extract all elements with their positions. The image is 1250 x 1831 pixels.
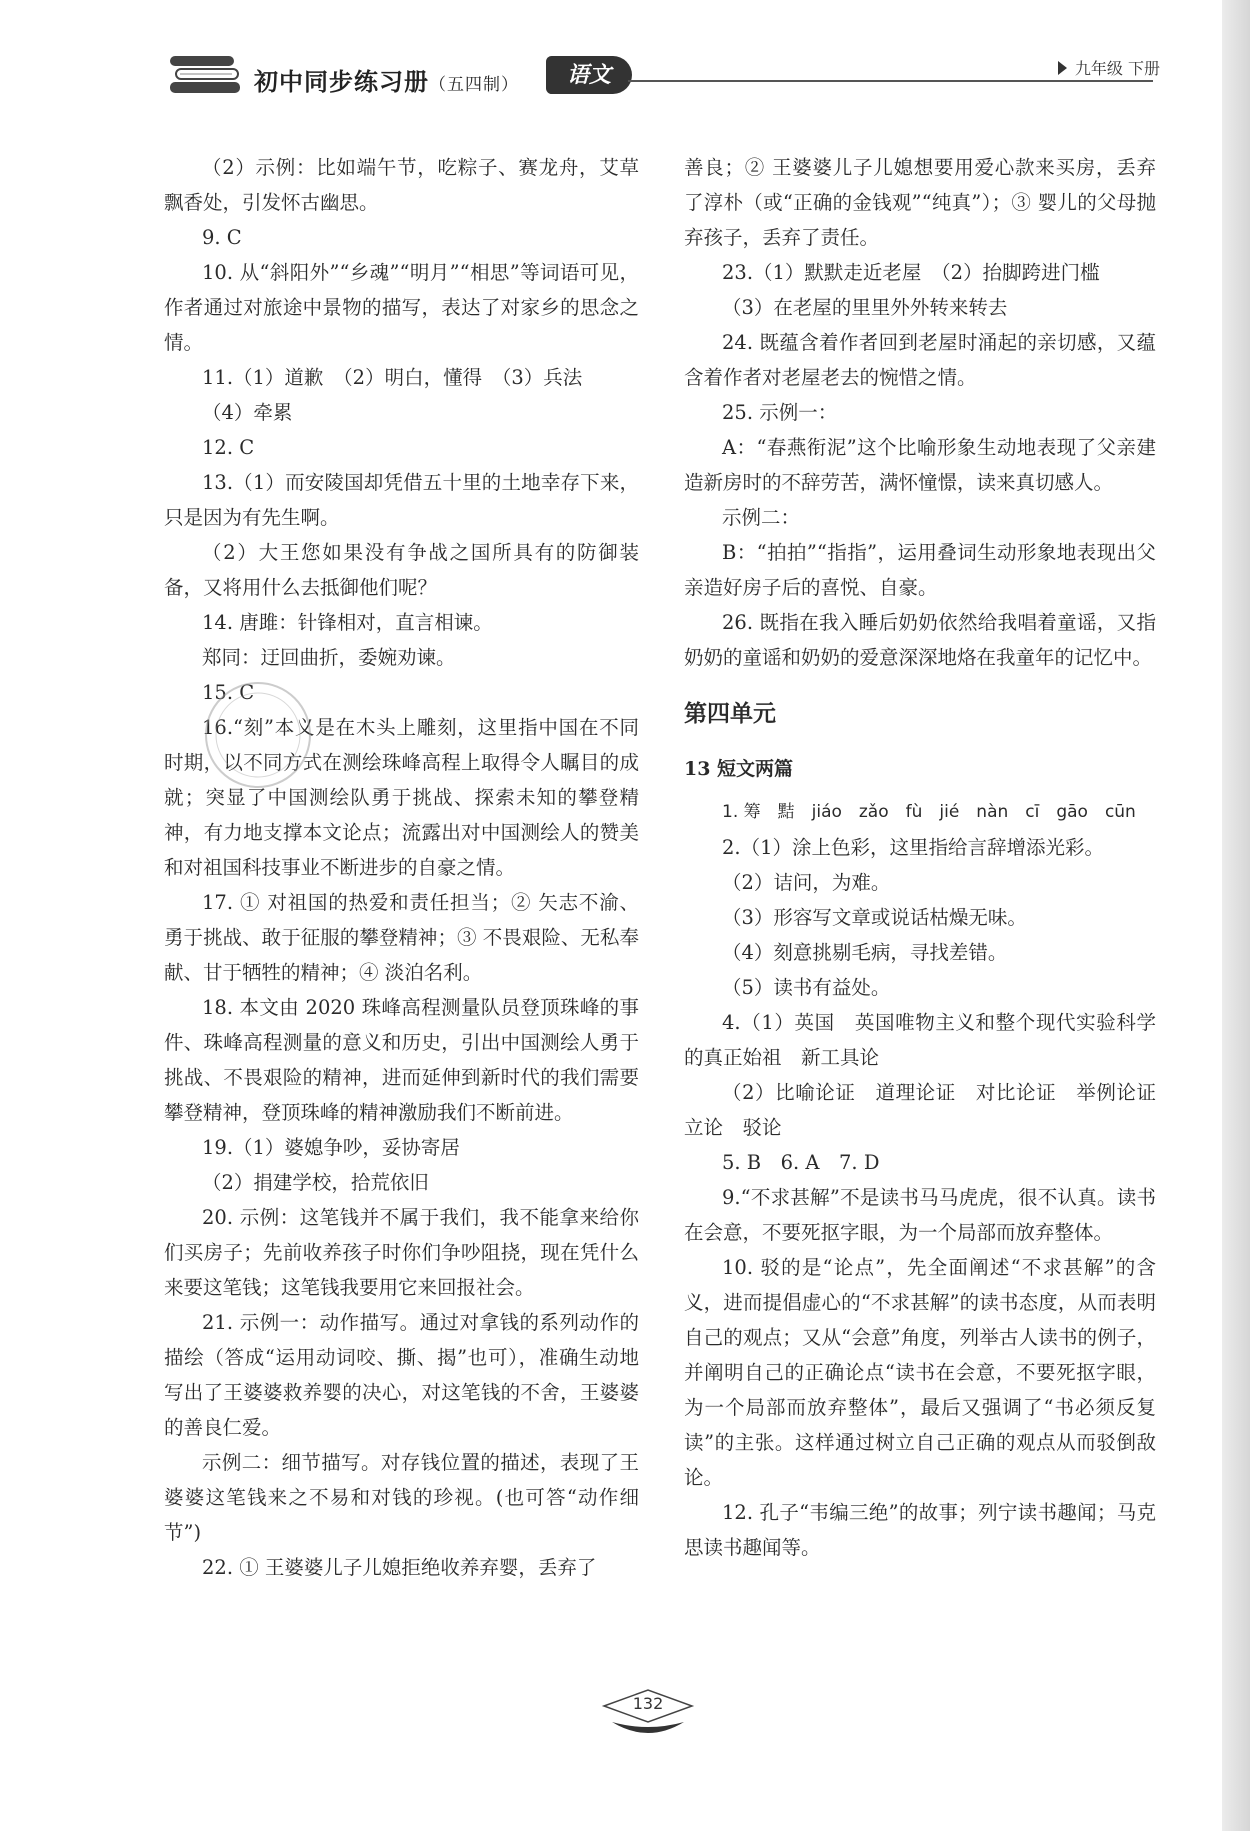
answer-item: 19.（1）婆媳争吵，妥协寄居 [202,1136,460,1159]
subject-tab: 语文 [546,56,632,94]
book-title: 初中同步练习册（五四制） [254,67,519,96]
answer-item: 郑同：迂回曲折，委婉劝谏。 [202,646,456,669]
header-rule [628,80,1153,82]
answer-item: （4）刻意挑剔毛病，寻找差错。 [722,941,1008,964]
answer-item: （2）示例：比如端午节，吃粽子、赛龙舟，艾草飘香处，引发怀古幽思。 [164,156,639,214]
answer-item: 5. B 6. A 7. D [722,1151,880,1174]
answer-item: 20. 示例：这笔钱并不属于我们，我不能拿来给你们买房子；先前收养孩子时你们争吵阻挠，现在凭什么来要这笔钱；这笔钱我要用它来回报社会。 [164,1206,639,1299]
watermark-stamp [198,675,318,795]
answer-item: 示例二：细节描写。对存钱位置的描述，表现了王婆婆这笔钱来之不易和对钱的珍视。(也可答“动作细节”) [164,1451,639,1544]
answer-item: 15. C [202,681,255,704]
answer-item: 4.（1）英国 英国唯物主义和整个现代实验科学的真正始祖 新工具论 [684,1011,1156,1069]
answer-item: 16.“刻”本义是在木头上雕刻，这里指中国在不同时期，以不同方式在测绘珠峰高程上取得令人瞩目的成就；突显了中国测绘队勇于挑战、探索未知的攀登精神，有力地支撑本文论点；流露出对中国测绘人的赞美和对祖国科技事业不断进步的自豪之情。 [164,716,639,879]
answer-item: 9.“不求甚解”不是读书马马虎虎，很不认真。读书在会意，不要死抠字眼，为一个局部而放弃整体。 [684,1186,1156,1244]
answer-item: 22. ① 王婆婆儿子儿媳拒绝收养弃婴，丢弃了 [202,1556,597,1579]
answer-item: B：“拍拍”“指指”，运用叠词生动形象地表现出父亲造好房子后的喜悦、自豪。 [684,541,1156,599]
answer-item: 12. 孔子“韦编三绝”的故事；列宁读书趣闻；马克思读书趣闻等。 [684,1501,1156,1559]
answer-item: （2）比喻论证 道理论证 对比论证 举例论证 立论 驳论 [684,1081,1176,1139]
right-column [684,150,1176,1565]
grade-label: 九年级 下册 [1058,56,1160,79]
answer-item: 示例二： [722,506,801,529]
answer-item: 9. C [202,226,242,249]
left-column [164,150,639,1585]
page-number-badge [598,1688,698,1746]
answer-item: （2）捐建学校，拾荒依旧 [202,1171,429,1194]
answer-item: （3）形容写文章或说话枯燥无味。 [722,906,1027,929]
answer-item: 善良；② 王婆婆儿子儿媳想要用爱心款来买房，丢弃了淳朴（或“正确的金钱观”“纯真”）；③ 婴儿的父母抛弃孩子，丢弃了责任。 [684,156,1156,249]
answer-item: （2）大王您如果没有争战之国所具有的防御装备，又将用什么去抵御他们呢？ [164,541,639,599]
answer-item: 1. 筹 黠 jiáo zǎo fù jié nàn cī gāo cūn [722,802,1136,822]
answer-item: 18. 本文由 2020 珠峰高程测量队员登顶珠峰的事件、珠峰高程测量的意义和历史，引出中国测绘人勇于挑战、不畏艰险的精神，进而延伸到新时代的我们需要攀登精神，登顶珠峰的精神激励我们不断前进。 [164,996,639,1124]
page-number: 132 [632,1694,664,1713]
edition-label: （五四制） [429,75,519,95]
answer-item: 13.（1）而安陵国却凭借五十里的土地幸存下来，只是因为有先生啊。 [164,471,639,529]
answer-item: 12. C [202,436,255,459]
answer-item: 11.（1）道歉 （2）明白，懂得 （3）兵法 [202,366,583,389]
answer-item: 10. 驳的是“论点”，先全面阐述“不求甚解”的含义，进而提倡虚心的“不求甚解”的读书态度，从而表明自己的观点；又从“会意”角度，列举古人读书的例子，并阐明自己的正确论点“读书在会意，不要死抠字眼，为一个局部而放弃整体”，最后又强调了“书必须反复读”的主张。这样通过树立自己正确的观点从而驳倒敌论。 [684,1256,1156,1489]
answer-item: 17. ① 对祖国的热爱和责任担当；② 矢志不渝、勇于挑战、敢于征服的攀登精神；③ 不畏艰险、无私奉献、甘于牺牲的精神；④ 淡泊名利。 [164,891,639,984]
page-header [168,48,1168,108]
triangle-icon [1058,61,1067,75]
unit-title: 第四单元 [684,701,776,727]
answer-item: 10. 从“斜阳外”“乡魂”“明月”“相思”等词语可见，作者通过对旅途中景物的描写，表达了对家乡的思念之情。 [164,261,639,354]
lesson-title: 13 短文两篇 [684,758,794,780]
page-edge [1222,0,1250,1831]
answer-item: （2）诘问，为难。 [722,871,891,894]
answer-item: 14. 唐雎：针锋相对，直言相谏。 [202,611,493,634]
answer-item: 25. 示例一： [722,401,838,424]
answer-item: 2.（1）涂上色彩，这里指给言辞增添光彩。 [722,836,1105,859]
book-stack-logo-icon [168,54,246,96]
answer-item: A：“春燕衔泥”这个比喻形象生动地表现了父亲建造新房时的不辞劳苦，满怀憧憬，读来真切感人。 [684,436,1156,494]
answer-item: 23.（1）默默走近老屋 （2）抬脚跨进门槛 [722,261,1100,284]
answer-item: （5）读书有益处。 [722,976,891,999]
answer-item: 21. 示例一：动作描写。通过对拿钱的系列动作的描绘（答成“运用动词咬、撕、揭”也可），准确生动地写出了王婆婆救养婴的决心，对这笔钱的不舍，王婆婆的善良仁爱。 [164,1311,639,1439]
answer-item: （4）牵累 [202,401,293,424]
answer-item: 24. 既蕴含着作者回到老屋时涌起的亲切感，又蕴含着作者对老屋老去的惋惜之情。 [684,331,1156,389]
answer-item: 26. 既指在我入睡后奶奶依然给我唱着童谣，又指奶奶的童谣和奶奶的爱意深深地烙在我童年的记忆中。 [684,611,1156,669]
answer-item: （3）在老屋的里里外外转来转去 [722,296,1008,319]
